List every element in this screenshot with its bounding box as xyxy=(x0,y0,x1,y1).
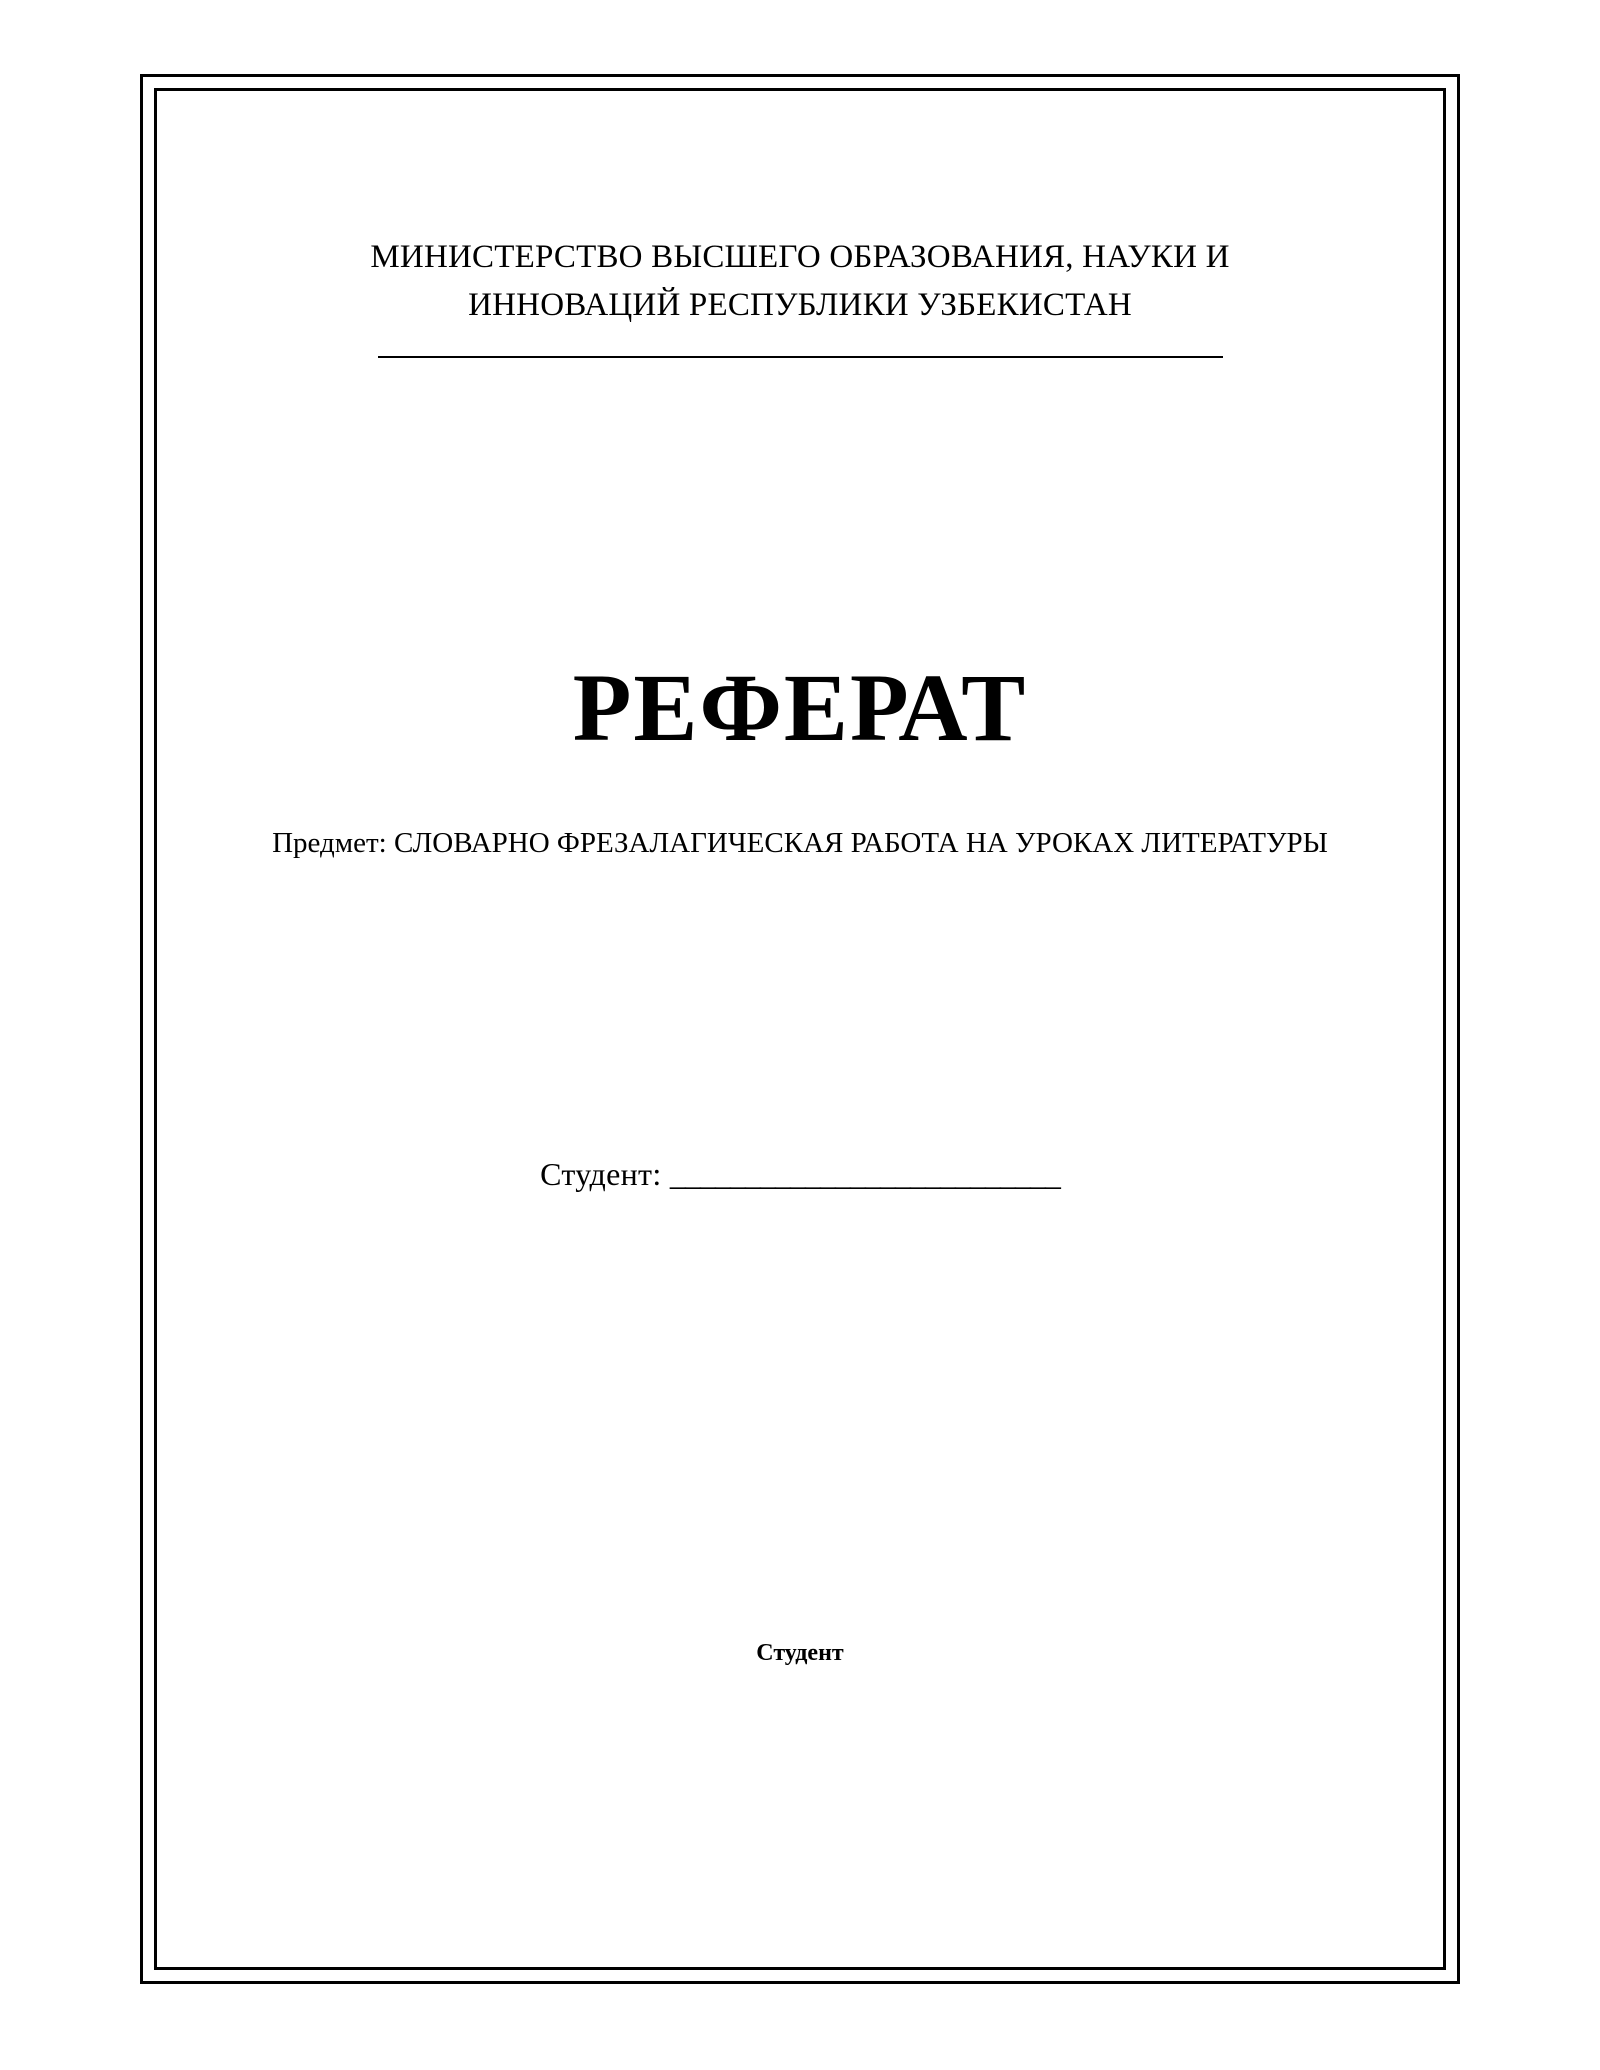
ministry-heading-line-1: МИНИСТЕРСТВО ВЫСШЕГО ОБРАЗОВАНИЯ, НАУКИ И xyxy=(370,239,1230,275)
page-title: РЕФЕРАТ xyxy=(572,653,1028,761)
student-label: Студент: xyxy=(540,1155,662,1192)
student-name-blank[interactable]: __________________________ xyxy=(669,1155,1060,1192)
divider-rule xyxy=(378,356,1223,358)
ministry-heading xyxy=(180,234,1420,330)
student-field-row xyxy=(180,1156,1420,1193)
page-content xyxy=(180,120,1420,1940)
divider-rule-wrapper xyxy=(180,356,1420,358)
footer-student-label: Студент xyxy=(756,1640,844,1666)
subject-value: СЛОВАРНО ФРЕЗАЛАГИЧЕСКАЯ РАБОТА НА УРОКАХ ЛИТЕРАТУРЫ xyxy=(393,827,1328,860)
ministry-heading-line-2: ИННОВАЦИЙ РЕСПУБЛИКИ УЗБЕКИСТАН xyxy=(468,286,1132,323)
subject-block xyxy=(180,822,1420,866)
subject-label: Предмет: xyxy=(272,827,387,860)
